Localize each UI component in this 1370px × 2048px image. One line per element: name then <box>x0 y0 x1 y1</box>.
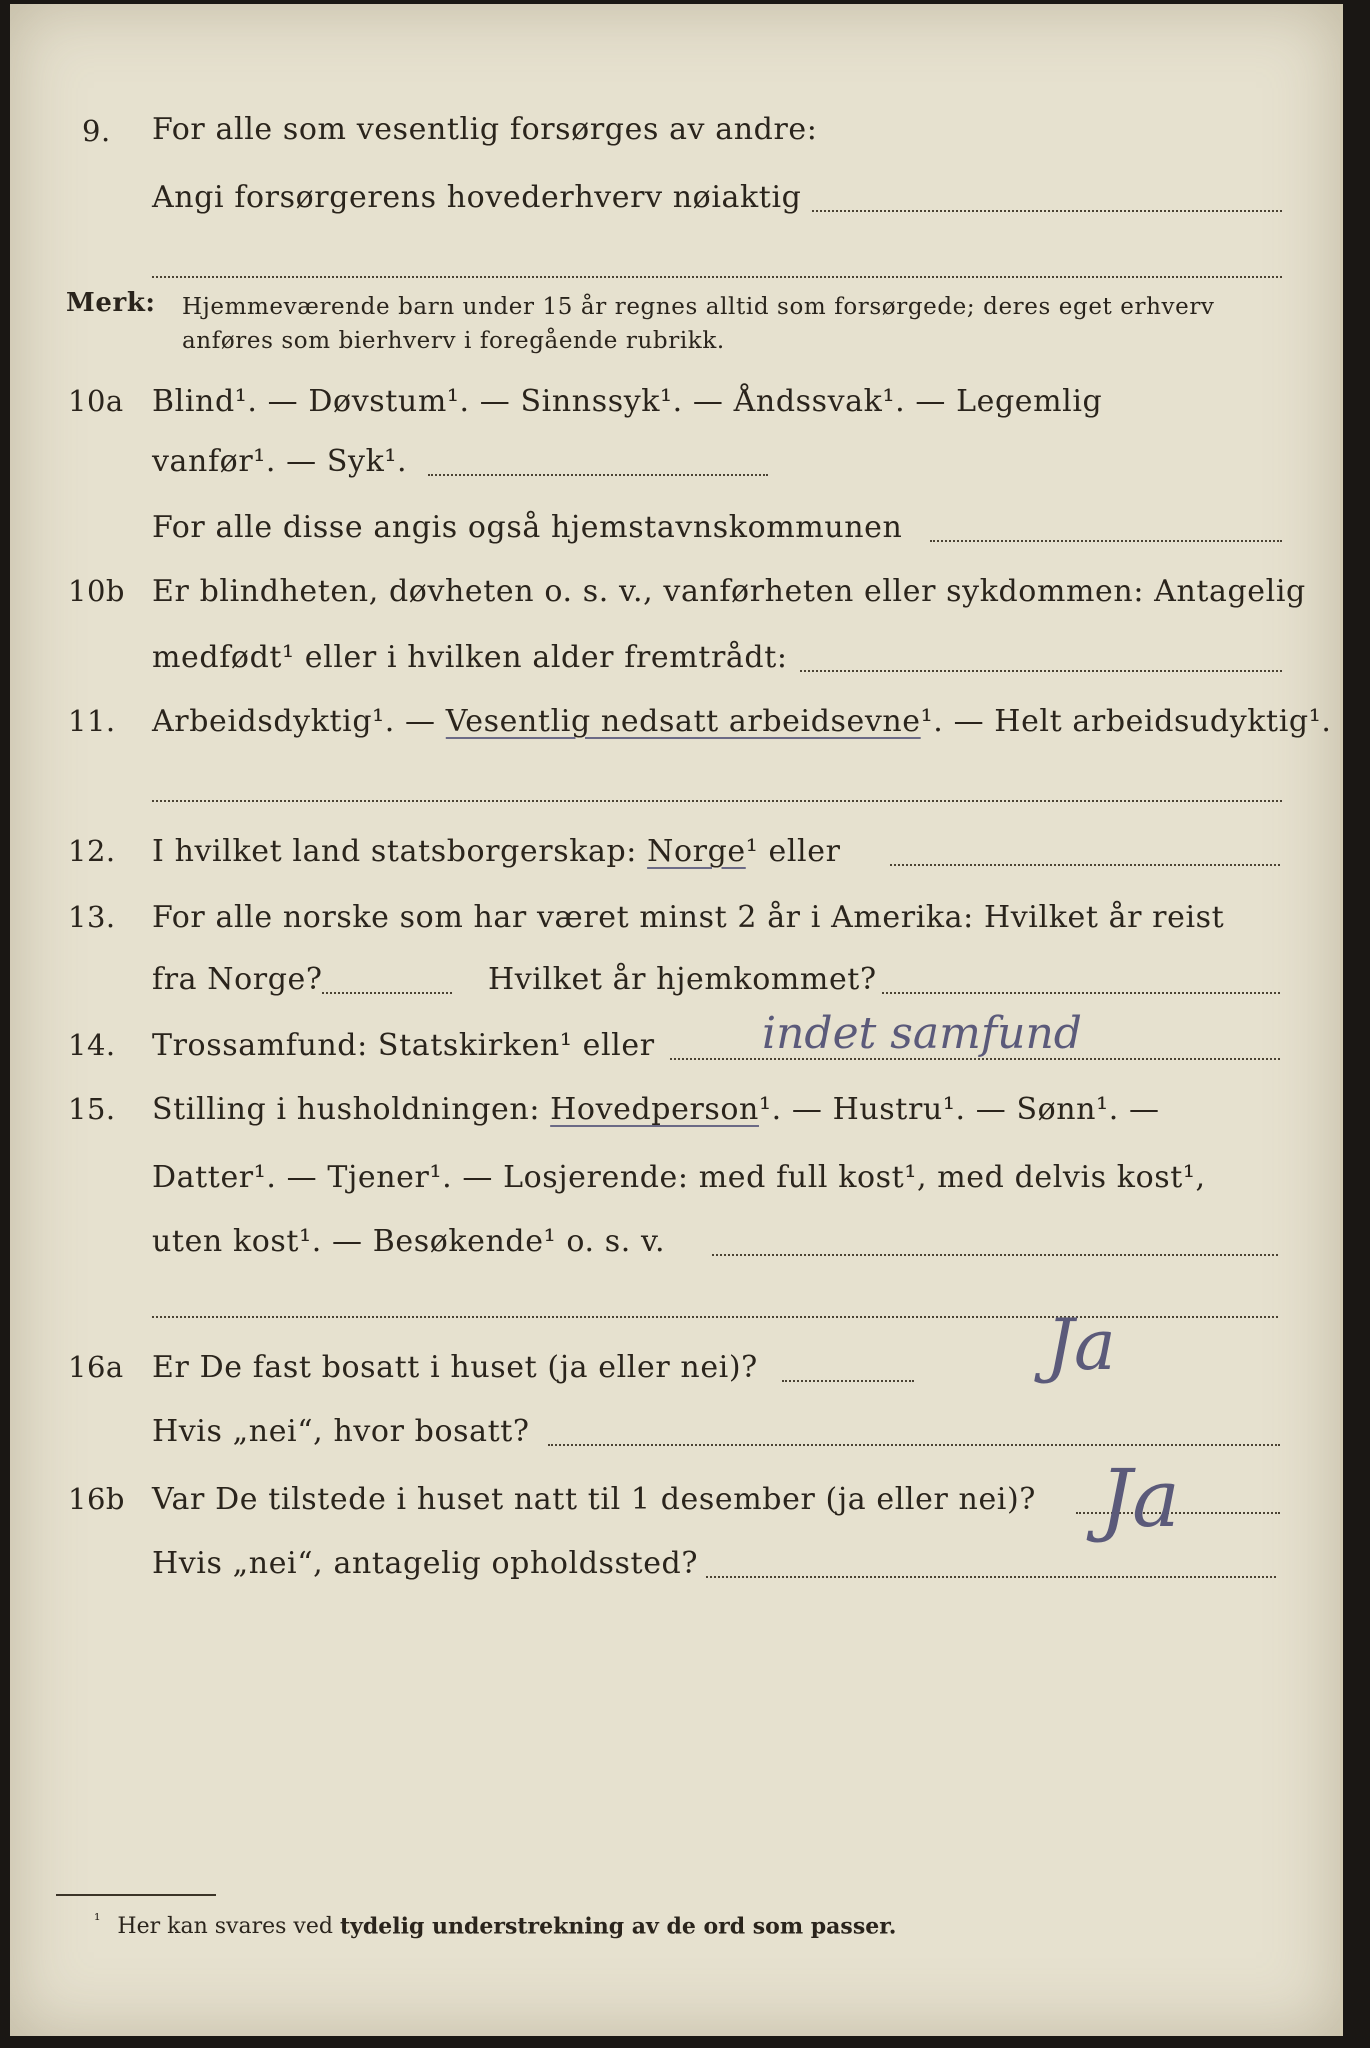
q13-number: 13. <box>68 900 116 934</box>
census-form-page <box>10 4 1343 2036</box>
footnote-text2: tydelig understrekning av de ord som passer. <box>339 1913 897 1940</box>
q16b-line2: Hvis „nei“, antagelig opholdssted? <box>152 1546 699 1581</box>
q10a-municipality-line <box>930 540 1282 542</box>
q15-line2: Datter¹. — Tjener¹. — Losjerende: med full kost¹, med delvis kost¹, <box>152 1160 1206 1195</box>
q11-underlined-answer: Vesentlig nedsatt arbeidsevne <box>445 704 921 739</box>
q14-line1: Trossamfund: Statskirken¹ eller <box>152 1028 655 1063</box>
merk-label: Merk: <box>66 288 156 318</box>
q9-line1: For alle som vesentlig forsørges av andre: <box>152 112 818 147</box>
q13-line2b: Hvilket år hjemkommet? <box>488 962 877 997</box>
q16b-location-line <box>706 1576 1276 1578</box>
footnote <box>94 1910 896 1939</box>
q15-number: 15. <box>68 1092 116 1126</box>
q9-line2: Angi forsørgerens hovederhverv nøiaktig <box>152 180 802 215</box>
q10b-number: 10b <box>68 574 125 608</box>
q10b-answer-line <box>800 670 1282 672</box>
q15-line1 <box>152 1092 1160 1127</box>
q11-line <box>152 704 1331 739</box>
q16a-line1: Er De fast bosatt i huset (ja eller nei)? <box>152 1350 758 1385</box>
q13-return-line <box>882 992 1280 994</box>
q15-line1a: Stilling i husholdningen: <box>152 1092 551 1127</box>
q9-answer-line <box>812 210 1282 212</box>
merk-line2: anføres som bierhverv i foregående rubrikk. <box>182 328 725 354</box>
q13-line1: For alle norske som har været minst 2 år i Amerika: Hvilket år reist <box>152 900 1225 935</box>
q12-number: 12. <box>68 834 116 868</box>
q12-part1: I hvilket land statsborgerskap: <box>152 834 648 869</box>
q11-number: 11. <box>68 704 116 738</box>
q16a-answer-line <box>782 1380 914 1382</box>
q13-line2a: fra Norge? <box>152 962 323 997</box>
q15-line1c: ¹. — Hustru¹. — Sønn¹. — <box>758 1092 1160 1127</box>
merk-line1: Hjemmeværende barn under 15 år regnes alltid som forsørgede; deres eget erhverv <box>182 294 1215 320</box>
q12-line <box>152 834 841 869</box>
q16b-line1: Var De tilstede i huset natt til 1 desember (ja eller nei)? <box>152 1482 1036 1517</box>
q10a-sick-line <box>428 474 768 476</box>
footnote-mark: ¹ <box>94 1910 101 1929</box>
q16a-residence-line <box>548 1444 1280 1446</box>
q14-number: 14. <box>68 1028 116 1062</box>
q12-part3: ¹ eller <box>745 834 841 869</box>
q10a-line3: For alle disse angis også hjemstavnskommunen <box>152 510 903 545</box>
q10b-line1: Er blindheten, døvheten o. s. v., vanførheten eller sykdommen: Antagelig <box>152 574 1306 609</box>
q15-underlined-answer: Hovedperson <box>550 1092 759 1127</box>
q11-part1: Arbeidsdyktig¹. — <box>152 704 446 739</box>
q10a-line2: vanfør¹. — Syk¹. <box>152 444 408 479</box>
q12-answer-line <box>890 864 1280 866</box>
q16a-handwritten-answer: Ja <box>1046 1304 1116 1386</box>
footnote-text1: Her kan svares ved <box>117 1914 340 1940</box>
q16a-line2: Hvis „nei“, hvor bosatt? <box>152 1414 530 1449</box>
q9-number: 9. <box>82 114 111 148</box>
q10a-number: 10a <box>68 384 124 418</box>
q10a-line1: Blind¹. — Døvstum¹. — Sinnssyk¹. — Åndssvak¹. — Legemlig <box>152 384 1103 419</box>
q13-departure-line <box>322 992 452 994</box>
q11-extra-line <box>152 800 1282 802</box>
q14-handwritten-answer: indet samfund <box>762 1008 1082 1059</box>
q15-line3: uten kost¹. — Besøkende¹ o. s. v. <box>152 1224 666 1259</box>
footnote-rule <box>56 1894 216 1896</box>
q16b-handwritten-answer: Ja <box>1100 1452 1180 1545</box>
q12-underlined-answer: Norge <box>647 834 746 869</box>
q9-extra-line <box>152 276 1282 278</box>
q10b-line2: medfødt¹ eller i hvilken alder fremtrådt: <box>152 640 788 675</box>
q15-answer-line <box>712 1254 1278 1256</box>
q16b-number: 16b <box>68 1482 125 1516</box>
q16a-number: 16a <box>68 1350 124 1384</box>
q11-part3: ¹. — Helt arbeidsudyktig¹. <box>920 704 1332 739</box>
